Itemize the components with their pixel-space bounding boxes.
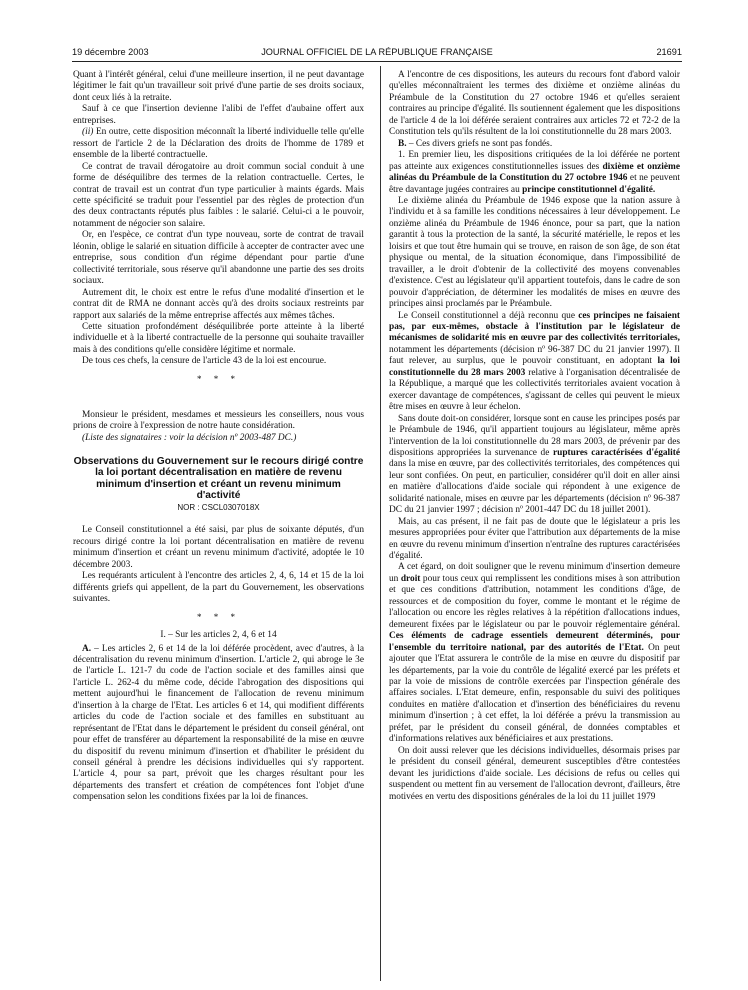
paragraph: Ce contrat de travail dérogatoire au droit commun social conduit à une forme de déséquilibre des termes de la relation contractuelle. Certes, le contrat de travail est un contrat d'un type particulier à maints égards. Mais cette spécificité se traduit pour l'essentiel par des règles de protection d'un des deux contractants réputés plus faibles : le salarié. Celui-ci a le pouvoir, notamment de négocier son salaire. xyxy=(73,161,364,229)
header-date: 19 décembre 2003 xyxy=(72,47,149,57)
page-header xyxy=(72,47,682,61)
paragraph: Le Conseil constitutionnel a déjà reconnu que ces principes ne faisaient pas, par eux-mêmes, obstacle à l'institution par le législateur de mécanismes de solidarité mis en œuvre par des collectivités territoriales, notamment les départements (décision nº 96-387 DC du 21 janvier 1997). Il faut relever, au surplus, que le pouvoir constituant, en adoptant la loi constitutionnelle du 28 mars 2003 relative à l'organisation décentralisée de la République, a marqué que les collectivités territoriales avaient vocation à exercer davantage de compétences, s'agissant de celles qui peuvent le mieux être mises en œuvre à leur échelon. xyxy=(389,310,681,413)
paragraph: Quant à l'intérêt général, celui d'une meilleure insertion, il ne peut davantage légitimer le fait qu'un travailleur soit privé d'une partie de ses droits sociaux, dont ceux liés à la retraite. xyxy=(73,70,364,103)
paragraph: Sans doute doit-on considérer, lorsque sont en cause les principes posés par le Préambule de 1946, qu'il appartient toujours au législateur, même après l'intervention de la loi constitutionnelle du 28 mars 2003, de prévenir par des dispositions appropriées la survenance de ruptures caractérisées d'égalité dans la mise en œuvre, par des collectivités territoriales, des compétences qui leur sont confiées. On peut, en particulier, considérer qu'il doit en aller ainsi en matière d'allocations d'aide sociale qui répondent à une exigence de solidarité nationale, mises en œuvre par les départements (décision nº 96-387 DC du 21 janvier 1997 ; décision nº 2001-447 DC du 18 juillet 2001). xyxy=(389,413,680,516)
paragraph: Mais, au cas présent, il ne fait pas de doute que le législateur a pris les mesures appropriées pour éviter que l'attribution aux départements de la mise en œuvre du revenu minimum d'insertion n'entraîne des ruptures caractérisées d'égalité. xyxy=(389,516,680,562)
paragraph: 1. En premier lieu, les dispositions critiquées de la loi déférée ne portent pas atteinte aux exigences constitutionnelles issues des dixième et onzième alinéas du Préambule de la Constitution du 27 octobre 1946 et ne peuvent être davantage jugées contraires au principe constitutionnel d'égalité. xyxy=(389,150,680,195)
paragraph: (ii) En outre, cette disposition méconnaît la liberté individuelle telle qu'elle ressort de l'article 2 de la Déclaration des droits de l'homme de 1789 et ensemble de la liberté contractuelle. xyxy=(73,127,364,161)
paragraph: Autrement dit, le choix est entre le refus d'une modalité d'insertion et le contrat dit de RMA ne donnant accès qu'à des droits sociaux restreints par rapport aux salariés de la même entreprise affectés aux mêmes tâches. xyxy=(73,287,364,321)
column-divider xyxy=(380,66,381,981)
paragraph: Sauf à ce que l'insertion devienne l'alibi de l'effet d'aubaine offert aux entreprises. xyxy=(73,104,364,126)
right-column xyxy=(389,70,680,803)
paragraph: On doit aussi relever que les décisions individuelles, désormais prises par le président du conseil général, demeurent susceptibles d'être contestées devant les juridictions d'aide sociale. Les décisions de refus ou celles qui suspendent ou mettent fin au versement de l'allocation devront, d'ailleurs, être motivées en vertu des dispositions générales de la loi du 11 juillet 1979 xyxy=(389,745,680,802)
paragraph: A l'encontre de ces dispositions, les auteurs du recours font d'abord valoir qu'elles méconnaîtraient les termes des dixième et onzième alinéas du Préambule de la Constitution du 27 octobre 1946 et qu'elles seraient contraires au principe d'égalité. Ils soutiennent également que les dispositions de l'article 4 de la loi déférée seraient contraires aux articles 72 et 72-2 de la Constitution tels qu'ils résultent de la loi constitutionnelle du 28 mars 2003. xyxy=(389,70,680,138)
paragraph: De tous ces chefs, la censure de l'article 43 de la loi est encourue. xyxy=(82,356,327,367)
section-heading: I. – Sur les articles 2, 4, 6 et 14 xyxy=(160,629,277,640)
observations-title: Observations du Gouvernement sur le recours dirigé contre la loi portant décentralisation en matière de revenu minimum d'insertion et créant un revenu minimum d'activité xyxy=(73,456,364,502)
paragraph: Le Conseil constitutionnel a été saisi, par plus de soixante députés, d'un recours dirigé contre la loi portant décentralisation en matière de revenu minimum d'insertion et créant un revenu minimum d'activité, adoptée le 10 décembre 2003. xyxy=(73,525,364,570)
closing-formula: Monsieur le président, mesdames et messieurs les conseillers, nous vous prions de croire à l'expression de notre haute considération. xyxy=(73,409,364,432)
paragraph-lead: (ii) xyxy=(82,127,94,138)
paragraph: Le dixième alinéa du Préambule de 1946 expose que la nation assure à l'individu et à sa famille les conditions nécessaires à leur développement. Le onzième alinéa du Préambule de 1946 énonce, pour sa part, que la nation garantit à tous la protection de la santé, la sécurité matérielle, le repos et les loisirs et que tout être humain qui se trouve, en raison de son âge, de son état physique ou mental, de la situation économique, dans l'impossibilité de travailler, a le droit d'obtenir de la collectivité des moyens convenables d'existence. C'est au législateur qu'il appartient toutefois, dans le cadre de son pouvoir d'appréciation, de déterminer les modalités de mises en œuvre des principes ainsi proclamés par le Préambule. xyxy=(389,195,680,310)
journal-title: JOURNAL OFFICIEL DE LA RÉPUBLIQUE FRANÇAISE xyxy=(261,47,493,57)
left-column xyxy=(73,70,364,804)
paragraph: Cette situation profondément déséquilibrée porte atteinte à la liberté individuelle et à la liberté contractuelle de la personne qui souhaite travailler mais à des conditions qu'elle considère légitime et normale. xyxy=(73,321,364,355)
paragraph: B. – Ces divers griefs ne sont pas fondés. xyxy=(398,138,553,149)
section-stars: * * * xyxy=(197,373,240,384)
signatories-note: (Liste des signataires : voir la décision nº 2003-487 DC.) xyxy=(82,432,297,443)
paragraph-lead: B. xyxy=(398,138,407,149)
paragraph-lead: A. xyxy=(82,643,92,654)
section-stars: * * * xyxy=(197,611,240,622)
paragraph: A. – Les articles 2, 6 et 14 de la loi déférée procèdent, avec d'autres, à la décentralisation du revenu minimum d'insertion. L'article 2, qui abroge le 3e de l'article L. 121-7 du code de l'action sociale et des familles ainsi que l'article L. 262-4 du même code, décide l'abrogation des dispositions qui mettent aujourd'hui le financement de l'allocation de revenu minimum d'insertion à la charge de l'Etat. Les articles 6 et 14, qui modifient différents articles du code de l'action sociale et des familles en substituant au représentant de l'Etat dans le département le président du conseil général, ont pour effet de transférer au département la responsabilité de la mise en œuvre du dispositif du revenu minimum d'insertion et d'habiliter le président du conseil général à prendre les décisions individuelles qui s'y rapportent. L'article 4, pour sa part, prévoit que les charges résultant pour les départements des transfert et création de compétences font l'objet d'une compensation selon les conditions fixées par la loi de finances. xyxy=(73,643,364,803)
paragraph: Or, en l'espèce, ce contrat d'un type nouveau, sorte de contrat de travail léonin, oblige le salarié en situation difficile à accepter de contracter avec une entreprise, sous condition d'un régime dépendant pour partie d'une collectivité territoriale, sous réserve qu'il abandonne une partie des ses droits sociaux. xyxy=(73,230,364,287)
paragraph: Les requérants articulent à l'encontre des articles 2, 4, 6, 14 et 15 de la loi différents griefs qui appellent, de la part du Gouvernement, les observations suivantes. xyxy=(73,571,364,605)
page-number: 21691 xyxy=(656,47,682,57)
paragraph: A cet égard, on doit souligner que le revenu minimum d'insertion demeure un droit pour tous ceux qui remplissent les conditions mises à son attribution et que ces conditions d'attribution, notamment les conditions d'âge, de ressources et de composition du foyer, comme le montant et le régime de l'allocation ou encore les règles relatives à la répétition d'allocations indues, demeurent fixées par le législateur ou par le pouvoir réglementaire général. Ces éléments de cadrage essentiels demeurent déterminés, pour l'ensemble du territoire national, par des autorités de l'Etat. On peut ajouter que l'Etat assurera le contrôle de la mise en œuvre du dispositif par les départements, par la voie du contrôle de légalité exercé par les préfets et par la voie de missions de contrôle exercées par l'inspection générale des affaires sociales. L'Etat demeure, enfin, responsable du suivi des politiques conduites en matière d'allocation et d'insertion des bénéficiaires du revenu minimum d'insertion ; à cet effet, la loi déférée a prévu la transmission au préfet, par le président du conseil général, de données comptables et d'informations relatives aux bénéficiaires et aux prestations. xyxy=(389,562,680,745)
nor-reference: NOR : CSCL0307018X xyxy=(177,503,260,513)
header-rule xyxy=(72,61,682,62)
